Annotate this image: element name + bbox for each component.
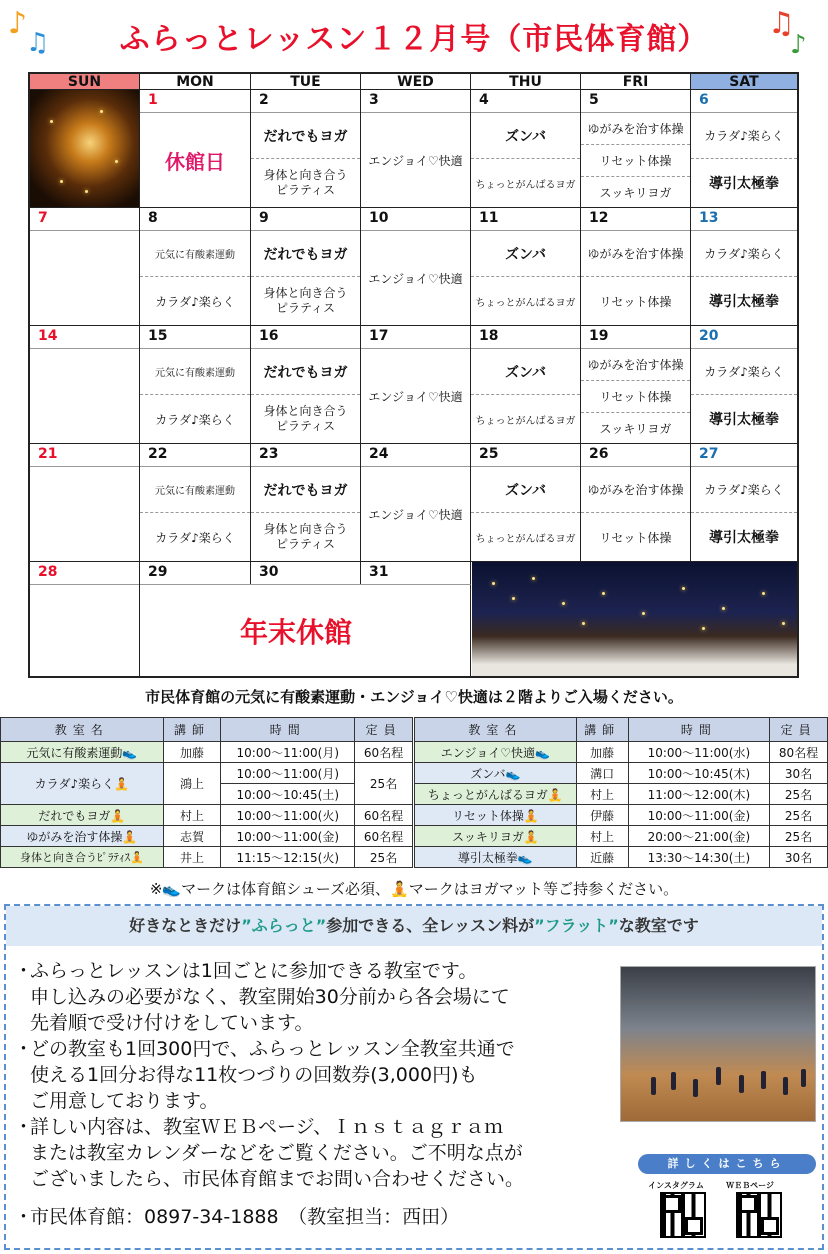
col-header-name: 教室名 [1, 718, 164, 742]
christmas-candle-photo [30, 90, 139, 207]
info-heading: 好きなときだけ”ふらっと”参加できる、全レッスン料が”フラット”な教室です [6, 906, 822, 946]
page-title: ふらっとレッスン１２月号（市民体育館） [119, 22, 709, 57]
date-number: 16 [259, 328, 279, 344]
teacher: 近藤 [576, 847, 628, 868]
lesson-item: 身体と向き合う ピラティス [251, 158, 360, 207]
lesson-item: ちょっとがんばるヨガ [471, 276, 580, 325]
entrance-notice: 市民体育館の元気に有酸素運動・エンジョイ♡快適は２階よりご入場ください。 [145, 688, 683, 706]
capacity: 30名 [770, 763, 828, 784]
calendar-cell [30, 326, 140, 443]
lesson-item: だれでもヨガ [251, 466, 360, 512]
date-number: 27 [699, 446, 719, 462]
teacher: 志賀 [163, 826, 221, 847]
day-header-sat: SAT [691, 74, 797, 90]
date-number: 1 [148, 92, 158, 108]
lesson-item: ゆがみを治す体操 [581, 466, 690, 512]
info-contact: ・市民体育館：0897-34-1888 （教室担当：西田） [14, 1206, 460, 1228]
date-number: 15 [148, 328, 168, 344]
class-time: 11:15～12:15(火) [221, 847, 355, 868]
calendar-cell [581, 208, 691, 325]
lesson-item: カラダ♪楽らく [691, 348, 797, 394]
calendar-cell [30, 208, 140, 325]
calendar-cell [140, 90, 251, 207]
details-button[interactable]: 詳しくはこちら [638, 1154, 816, 1174]
table-row [415, 742, 828, 763]
capacity: 25名 [355, 763, 413, 805]
class-name: 元気に有酸素運動👟 [1, 742, 164, 763]
table-row [1, 763, 413, 784]
date-number: 25 [479, 446, 499, 462]
lesson-item: エンジョイ♡快適 [361, 230, 470, 325]
lesson-item: スッキリヨガ [581, 412, 690, 443]
gym-class-photo [620, 966, 816, 1122]
year-end-label: 年末休館 [240, 616, 353, 649]
lesson-item: ズンバ [471, 348, 580, 394]
class-name: ゆがみを治す体操🧘 [1, 826, 164, 847]
class-name: リセット体操🧘 [415, 805, 577, 826]
calendar-cell [581, 444, 691, 561]
calendar-week [30, 326, 797, 444]
calendar-cell [251, 444, 361, 561]
lesson-item: ちょっとがんばるヨガ [471, 512, 580, 561]
class-time: 10:00～10:45(木) [628, 763, 770, 784]
date-number: 29 [148, 564, 168, 580]
lesson-item: ゆがみを治す体操 [581, 348, 690, 380]
col-header-time: 時間 [628, 718, 770, 742]
day-header-fri: FRI [581, 74, 691, 90]
date-number: 26 [589, 446, 609, 462]
date-number: 4 [479, 92, 489, 108]
class-time: 10:00～10:45(土) [221, 784, 355, 805]
lesson-item: カラダ♪楽らく [140, 512, 250, 561]
class-time: 10:00～11:00(火) [221, 805, 355, 826]
class-table-right [414, 717, 828, 868]
capacity: 30名 [770, 847, 828, 868]
calendar-cell [251, 326, 361, 443]
date-number: 28 [38, 564, 58, 580]
calendar-cell [361, 90, 471, 207]
calendar-cell [30, 444, 140, 561]
calendar-cell [140, 326, 251, 443]
date-number: 19 [589, 328, 609, 344]
table-row [1, 742, 413, 763]
lesson-item: カラダ♪楽らく [140, 276, 250, 325]
calendar-cell [691, 444, 797, 561]
class-time: 20:00～21:00(金) [628, 826, 770, 847]
class-name: スッキリヨガ🧘 [415, 826, 577, 847]
lesson-item: ズンバ [471, 466, 580, 512]
date-number: 23 [259, 446, 279, 462]
calendar-cell [140, 444, 251, 561]
instagram-label: インスタグラム [648, 1181, 704, 1190]
class-time: 10:00～11:00(水) [628, 742, 770, 763]
date-number: 8 [148, 210, 158, 226]
calendar-cell [140, 208, 251, 325]
capacity: 25名 [770, 784, 828, 805]
date-number: 5 [589, 92, 599, 108]
calendar-cell [361, 444, 471, 561]
date-number: 22 [148, 446, 168, 462]
teacher: 加藤 [163, 742, 221, 763]
calendar [28, 72, 799, 678]
class-name: カラダ♪楽らく🧘 [1, 763, 164, 805]
date-number: 11 [479, 210, 499, 226]
calendar-cell [251, 90, 361, 207]
class-time: 10:00～11:00(月) [221, 763, 355, 784]
calendar-cell [691, 90, 797, 207]
class-time: 11:00～12:00(木) [628, 784, 770, 805]
night-town-photo [472, 562, 797, 676]
table-row [1, 847, 413, 868]
calendar-cell [361, 326, 471, 443]
calendar-cell [471, 208, 581, 325]
calendar-cell [30, 90, 140, 207]
date-number: 7 [38, 210, 48, 226]
date-number: 18 [479, 328, 499, 344]
class-name: ちょっとがんばるヨガ🧘 [415, 784, 577, 805]
calendar-cell [251, 208, 361, 325]
teacher: 鴻上 [163, 763, 221, 805]
lesson-item: スッキリヨガ [581, 176, 690, 207]
header [0, 6, 828, 66]
music-note-icon: ♫ [768, 6, 795, 41]
class-name: 導引太極拳👟 [415, 847, 577, 868]
date-number: 6 [699, 92, 709, 108]
lesson-item: だれでもヨガ [251, 230, 360, 276]
lesson-item: ちょっとがんばるヨガ [471, 158, 580, 207]
music-note-icon: ♪ [8, 6, 28, 41]
table-row [1, 826, 413, 847]
year-end-area [140, 584, 471, 676]
lesson-item: 導引太極拳 [691, 512, 797, 561]
class-time: 13:30～14:30(土) [628, 847, 770, 868]
lesson-item: だれでもヨガ [251, 348, 360, 394]
date-number: 14 [38, 328, 58, 344]
col-header-time: 時間 [221, 718, 355, 742]
lesson-item: リセット体操 [581, 144, 690, 176]
lesson-item: ズンバ [471, 230, 580, 276]
table-row [415, 784, 828, 805]
teacher: 加藤 [576, 742, 628, 763]
capacity: 80名程 [770, 742, 828, 763]
calendar-week [30, 562, 797, 676]
date-number: 9 [259, 210, 269, 226]
calendar-cell [361, 208, 471, 325]
teacher: 井上 [163, 847, 221, 868]
lesson-item: リセット体操 [581, 276, 690, 325]
col-header-name: 教室名 [415, 718, 577, 742]
class-time: 10:00～11:00(金) [221, 826, 355, 847]
col-header-teacher: 講師 [163, 718, 221, 742]
class-name: エンジョイ♡快適👟 [415, 742, 577, 763]
lesson-item: 導引太極拳 [691, 276, 797, 325]
lesson-item: 導引太極拳 [691, 158, 797, 207]
col-header-capacity: 定員 [770, 718, 828, 742]
lesson-item: ちょっとがんばるヨガ [471, 394, 580, 443]
class-name: 身体と向き合うﾋﾟﾗﾃｨｽ🧘 [1, 847, 164, 868]
web-qr-code[interactable] [736, 1192, 782, 1238]
lesson-item: カラダ♪楽らく [691, 466, 797, 512]
date-number: 3 [369, 92, 379, 108]
lesson-item: 導引太極拳 [691, 394, 797, 443]
web-page-label: ＷＥＢページ [726, 1181, 774, 1190]
date-number: 10 [369, 210, 389, 226]
lesson-item: 身体と向き合う ピラティス [251, 512, 360, 561]
info-bullet: ・ふらっとレッスンは1回ごとに参加できる教室です。 申し込みの必要がなく、教室開始30分前から各会場にて 先着順で受け付けをしています。 [14, 960, 510, 1034]
lesson-item: だれでもヨガ [251, 112, 360, 158]
calendar-week [30, 90, 797, 208]
instagram-qr-code[interactable] [660, 1192, 706, 1238]
capacity: 25名 [770, 826, 828, 847]
date-number: 31 [369, 564, 389, 580]
lesson-item: エンジョイ♡快適 [361, 112, 470, 207]
calendar-cell [471, 326, 581, 443]
class-table-left [0, 717, 413, 868]
date-number: 21 [38, 446, 58, 462]
music-note-icon: ♪ [790, 30, 807, 60]
calendar-cell [691, 208, 797, 325]
calendar-cell [581, 326, 691, 443]
date-number: 30 [259, 564, 279, 580]
capacity: 25名 [355, 847, 413, 868]
day-header-tue: TUE [251, 74, 361, 90]
date-number: 13 [699, 210, 719, 226]
teacher: 村上 [163, 805, 221, 826]
lesson-item: カラダ♪楽らく [691, 112, 797, 158]
table-row [415, 847, 828, 868]
col-header-capacity: 定員 [355, 718, 413, 742]
day-header-mon: MON [140, 74, 251, 90]
teacher: 村上 [576, 784, 628, 805]
lesson-item: ズンバ [471, 112, 580, 158]
music-note-icon: ♫ [26, 28, 50, 58]
footnote: ※👟マークは体育館シューズ必須、🧘マークはヨガマット等ご持参ください。 [149, 880, 679, 898]
lesson-item: 元気に有酸素運動 [140, 466, 250, 512]
class-name: だれでもヨガ🧘 [1, 805, 164, 826]
table-row [415, 805, 828, 826]
lesson-item: 元気に有酸素運動 [140, 230, 250, 276]
calendar-week [30, 444, 797, 562]
class-time: 10:00～11:00(月) [221, 742, 355, 763]
day-header-sun: SUN [30, 74, 140, 90]
calendar-cell [691, 326, 797, 443]
date-number: 2 [259, 92, 269, 108]
lesson-item: エンジョイ♡快適 [361, 466, 470, 561]
table-row [1, 805, 413, 826]
calendar-week [30, 208, 797, 326]
class-time: 10:00～11:00(金) [628, 805, 770, 826]
calendar-cell [581, 90, 691, 207]
lesson-item: リセット体操 [581, 512, 690, 561]
capacity: 60名程 [355, 826, 413, 847]
closed-label: 休館日 [165, 149, 225, 174]
date-number: 24 [369, 446, 389, 462]
teacher: 伊藤 [576, 805, 628, 826]
lesson-item: ゆがみを治す体操 [581, 112, 690, 144]
calendar-cell [471, 90, 581, 207]
teacher: 溝口 [576, 763, 628, 784]
info-bullet: ・詳しい内容は、教室ＷＥＢページ、Ｉｎｓｔａｇｒａｍ または教室カレンダーなどをご覧ください。ご不明な点が ございましたら、市民体育館までお問い合わせください。 [14, 1116, 525, 1190]
lesson-item: 身体と向き合う ピラティス [251, 394, 360, 443]
lesson-item: カラダ♪楽らく [691, 230, 797, 276]
capacity: 25名 [770, 805, 828, 826]
capacity: 60名程 [355, 742, 413, 763]
calendar-cell [30, 562, 140, 676]
lesson-item: ゆがみを治す体操 [581, 230, 690, 276]
lesson-item: 身体と向き合う ピラティス [251, 276, 360, 325]
info-box [4, 904, 824, 1250]
lesson-item: リセット体操 [581, 380, 690, 412]
day-header-wed: WED [361, 74, 471, 90]
date-number: 20 [699, 328, 719, 344]
table-row [415, 763, 828, 784]
class-name: ズンバ👟 [415, 763, 577, 784]
day-header-thu: THU [471, 74, 581, 90]
lesson-item: カラダ♪楽らく [140, 394, 250, 443]
table-row [415, 826, 828, 847]
col-header-teacher: 講師 [576, 718, 628, 742]
capacity: 60名程 [355, 805, 413, 826]
date-number: 12 [589, 210, 609, 226]
lesson-item: エンジョイ♡快適 [361, 348, 470, 443]
info-bullet: ・どの教室も1回300円で、ふらっとレッスン全教室共通で 使える1回分お得な11枚つづりの回数券(3,000円)も ご用意しております。 [14, 1038, 515, 1112]
lesson-item: 元気に有酸素運動 [140, 348, 250, 394]
teacher: 村上 [576, 826, 628, 847]
calendar-cell [471, 444, 581, 561]
date-number: 17 [369, 328, 389, 344]
